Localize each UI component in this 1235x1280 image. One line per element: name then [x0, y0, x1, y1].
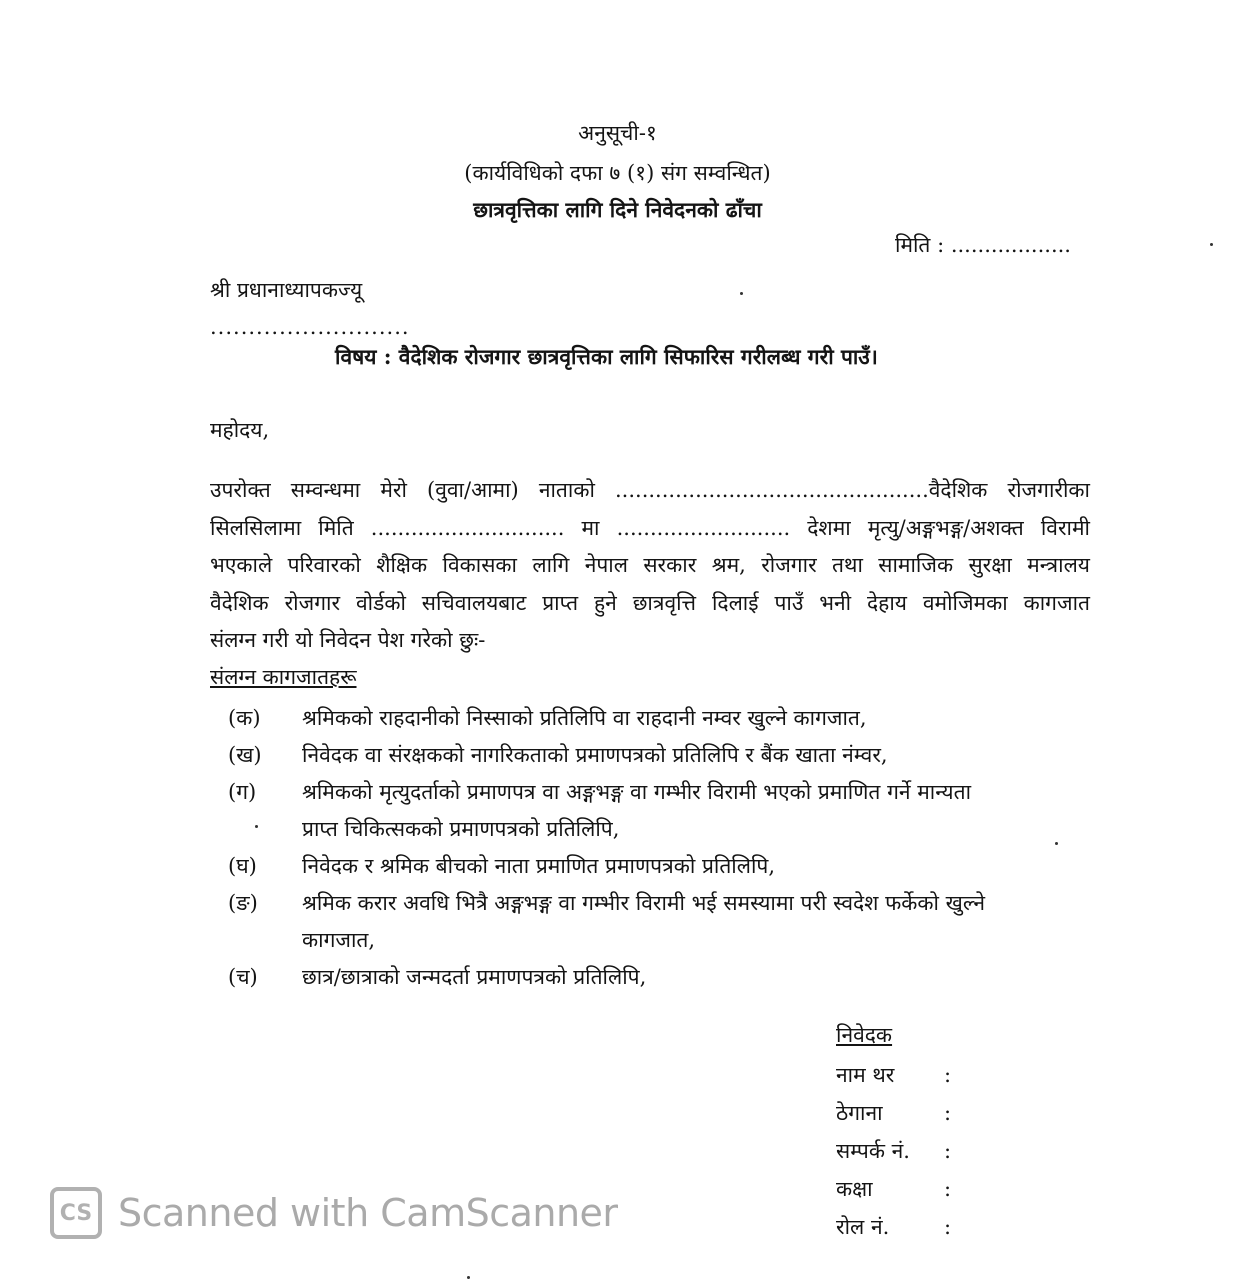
- field-colon: :: [944, 1177, 952, 1201]
- attachment-text: श्रमिक करार अवधि भित्रै अङ्गभङ्ग वा गम्भीर विरामी भई समस्यामा परी स्वदेश फर्केको खुल्ने: [302, 891, 986, 915]
- signature-field-roll: [836, 1212, 951, 1242]
- scan-speck: [1055, 842, 1058, 845]
- attachment-marker: (ङ): [228, 891, 258, 915]
- body-paragraph: [210, 472, 1090, 660]
- reference-clause: (कार्यविधिको दफा ७ (१) संग सम्वन्धित): [464, 161, 771, 185]
- field-label: ठेगाना: [836, 1101, 883, 1125]
- applicant-heading: निवेदक: [836, 1023, 893, 1047]
- field-colon: :: [944, 1063, 952, 1087]
- attachments-heading: संलग्न कागजातहरू: [210, 665, 357, 689]
- attachment-marker: (ख): [228, 743, 262, 767]
- field-label: कक्षा: [836, 1177, 873, 1201]
- attachment-text: श्रमिकको मृत्युदर्ताको प्रमाणपत्र वा अङ्गभङ्ग वा गम्भीर विरामी भएको प्रमाणित गर्ने मान्यता: [302, 780, 972, 804]
- attachment-marker: (च): [228, 965, 258, 989]
- field-label: रोल नं.: [836, 1215, 890, 1239]
- body-line: वैदेशिक रोजगार वोर्डको सचिवालयबाट प्राप्त हुने छात्रवृत्ति दिलाई पाउँ भनी देहाय वमोजिमका कागजात: [210, 590, 1090, 615]
- date-line: मिति : ..................: [895, 233, 1071, 257]
- signature-field-contact: [836, 1136, 951, 1166]
- field-label: नाम थर: [836, 1063, 895, 1087]
- field-colon: :: [944, 1101, 952, 1125]
- body-line: उपरोक्त सम्वन्धमा मेरो (वुवा/आमा) नाताको ...............................................वैदेशिक रोजगारीका: [210, 478, 1090, 502]
- attachment-text: प्राप्त चिकित्सकको प्रमाणपत्रको प्रतिलिपि,: [302, 817, 620, 841]
- scan-speck: [467, 1276, 470, 1279]
- signature-field-address: [836, 1098, 951, 1128]
- signature-field-name: [836, 1060, 951, 1090]
- attachment-marker: (क): [228, 706, 261, 730]
- watermark-text: Scanned with CamScanner: [118, 1191, 618, 1235]
- attachment-marker: (घ): [228, 854, 257, 878]
- field-label: सम्पर्क नं.: [836, 1139, 910, 1163]
- field-colon: :: [944, 1215, 952, 1239]
- field-colon: :: [944, 1139, 952, 1163]
- attachment-text: निवेदक वा संरक्षकको नागरिकताको प्रमाणपत्रको प्रतिलिपि र बैंक खाता नंम्वर,: [302, 743, 888, 767]
- body-line: संलग्न गरी यो निवेदन पेश गरेको छुः-: [210, 628, 486, 652]
- attachment-text: निवेदक र श्रमिक बीचको नाता प्रमाणित प्रमाणपत्रको प्रतिलिपि,: [302, 854, 776, 878]
- salutation: महोदय,: [210, 418, 270, 442]
- attachment-marker: (ग): [228, 780, 257, 804]
- form-title: छात्रवृत्तिका लागि दिने निवेदनको ढाँचा: [473, 197, 762, 222]
- scan-speck: [255, 825, 258, 828]
- attachment-text: कागजात,: [302, 928, 376, 952]
- attachment-text: श्रमिकको राहदानीको निस्साको प्रतिलिपि वा राहदानी नम्वर खुल्ने कागजात,: [302, 706, 867, 730]
- signature-field-class: [836, 1174, 951, 1204]
- body-line: भएकाले परिवारको शैक्षिक विकासका लागि नेपाल सरकार श्रम, रोजगार तथा सामाजिक सुरक्षा मन्त्रालय: [210, 553, 1090, 577]
- scan-speck: [1210, 243, 1213, 246]
- addressee: श्री प्रधानाध्यापकज्यू: [210, 278, 363, 302]
- camscanner-watermark: [50, 1185, 618, 1241]
- annex-number: अनुसूची-१: [578, 121, 657, 145]
- scan-speck: [740, 292, 743, 295]
- addressee-blank: ..........................: [210, 315, 410, 339]
- subject-line: विषय : वैदेशिक रोजगार छात्रवृत्तिका लागि सिफारिस गरीलब्ध गरी पाउँ।: [335, 344, 878, 369]
- body-line: सिलसिलामा मिति ............................. मा .......................... देशमा मृत्यु/अङ्गभङ्ग/अशक्त विरामी: [210, 515, 1090, 540]
- attachment-text: छात्र/छात्राको जन्मदर्ता प्रमाणपत्रको प्रतिलिपि,: [302, 965, 647, 989]
- camscanner-logo-icon: CS: [50, 1187, 102, 1239]
